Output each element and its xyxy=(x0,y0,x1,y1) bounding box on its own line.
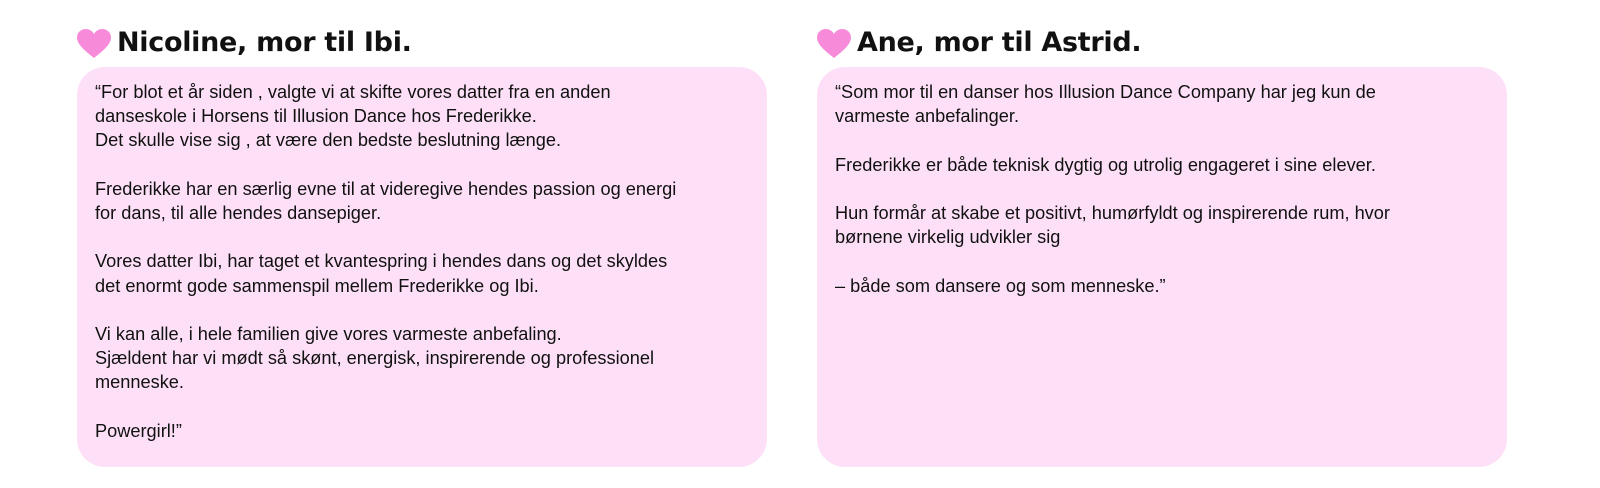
quote-paragraph xyxy=(835,201,1489,249)
quote-line: – både som dansere og som menneske.” xyxy=(835,275,1166,296)
quote-line: Sjældent har vi mødt så skønt, energisk, inspirerende og professionel xyxy=(95,348,655,369)
quote-line: “For blot et år siden , valgte vi at skifte vores datter fra en anden xyxy=(95,82,611,102)
quote-line: Powergirl!” xyxy=(95,420,182,441)
testimonial-card-ane xyxy=(817,18,1507,467)
quote-line: Vi kan alle, i hele familien give vores varmeste anbefaling. xyxy=(95,323,562,344)
testimonial-header xyxy=(77,18,767,66)
quote-paragraph xyxy=(835,153,1489,177)
quote-line: det enormt gode sammenspil mellem Frederikke og Ibi. xyxy=(95,275,539,296)
quote-line: Vores datter Ibi, har taget et kvantespring i hendes dans og det skyldes xyxy=(95,251,668,272)
testimonial-quote-box xyxy=(77,67,767,467)
quote-paragraph xyxy=(95,80,749,153)
quote-line: danseskole i Horsens til Illusion Dance hos Frederikke. xyxy=(95,106,537,127)
quote-line: Frederikke er både teknisk dygtig og utrolig engageret i sine elever. xyxy=(835,154,1376,175)
quote-line: Hun formår at skabe et positivt, humørfyldt og inspirerende rum, hvor xyxy=(835,202,1390,223)
testimonial-card-nicoline xyxy=(77,18,767,467)
quote-paragraph xyxy=(95,322,749,395)
testimonial-header xyxy=(817,18,1507,66)
quote-paragraph xyxy=(835,80,1489,128)
quote-line: “Som mor til en danser hos Illusion Dance Company har jeg kun de xyxy=(835,82,1376,102)
quote-line: menneske. xyxy=(95,372,184,393)
testimonial-author: Ane, mor til Astrid. xyxy=(857,26,1142,58)
quote-line: børnene virkelig udvikler sig xyxy=(835,227,1061,248)
quote-paragraph xyxy=(95,177,749,225)
quote-line: Det skulle vise sig , at være den bedste beslutning længe. xyxy=(95,130,562,151)
quote-paragraph xyxy=(835,274,1489,298)
quote-paragraph xyxy=(95,249,749,297)
quote-line: varmeste anbefalinger. xyxy=(835,106,1020,127)
quote-line: Frederikke har en særlig evne til at videregive hendes passion og energi xyxy=(95,178,677,199)
testimonial-quote-box xyxy=(817,67,1507,467)
quote-paragraph xyxy=(95,419,749,443)
heart-icon xyxy=(77,29,111,59)
heart-icon xyxy=(817,29,851,59)
testimonial-author: Nicoline, mor til Ibi. xyxy=(117,26,412,58)
quote-line: for dans, til alle hendes dansepiger. xyxy=(95,203,382,223)
